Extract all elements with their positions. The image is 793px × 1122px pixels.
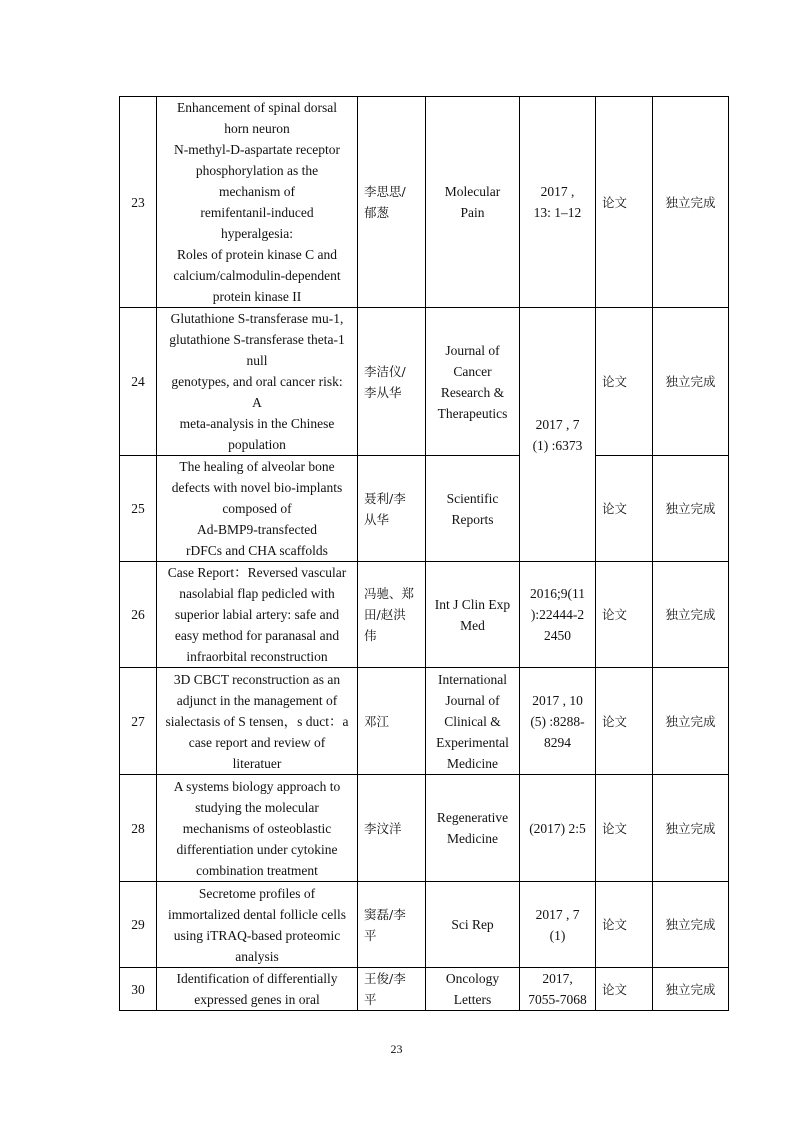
journal: Int J Clin Exp Med bbox=[426, 562, 520, 668]
journal: International Journal of Clinical & Experimental Medicine bbox=[426, 668, 520, 775]
journal: Regenerative Medicine bbox=[426, 775, 520, 882]
row-number: 27 bbox=[120, 668, 157, 775]
row-number: 26 bbox=[120, 562, 157, 668]
authors: 李汶洋 bbox=[358, 775, 426, 882]
table-row bbox=[120, 308, 729, 456]
table-row bbox=[120, 97, 729, 308]
paper-title: Enhancement of spinal dorsal horn neuron N-methyl-D-aspartate receptor phosphorylation as the mechanism of remifentanil-induced hyperalgesia: Roles of protein kinase C and calcium/calmodulin-dependent protein kinase II bbox=[157, 97, 358, 308]
role: 独立完成 bbox=[653, 968, 729, 1011]
journal: Molecular Pain bbox=[426, 97, 520, 308]
publication-info: 2016;9(11 ):22444-2 2450 bbox=[520, 562, 596, 668]
row-number: 28 bbox=[120, 775, 157, 882]
paper-title: A systems biology approach to studying the molecular mechanisms of osteoblastic differentiation under cytokine combination treatment bbox=[157, 775, 358, 882]
role: 独立完成 bbox=[653, 775, 729, 882]
publication-info: 2017 , 13: 1–12 bbox=[520, 97, 596, 308]
table-row bbox=[120, 562, 729, 668]
row-number: 30 bbox=[120, 968, 157, 1011]
paper-title: Identification of differentially expressed genes in oral bbox=[157, 968, 358, 1011]
table-row bbox=[120, 456, 729, 562]
type: 论文 bbox=[596, 968, 653, 1011]
paper-title: Secretome profiles of immortalized dental follicle cells using iTRAQ-based proteomic analysis bbox=[157, 882, 358, 968]
journal: Sci Rep bbox=[426, 882, 520, 968]
type: 论文 bbox=[596, 308, 653, 456]
type: 论文 bbox=[596, 668, 653, 775]
role: 独立完成 bbox=[653, 882, 729, 968]
table-row bbox=[120, 668, 729, 775]
row-number: 29 bbox=[120, 882, 157, 968]
role: 独立完成 bbox=[653, 308, 729, 456]
table-row bbox=[120, 775, 729, 882]
role: 独立完成 bbox=[653, 668, 729, 775]
paper-title: Glutathione S-transferase mu-1, glutathione S-transferase theta-1 null genotypes, and oral cancer risk: A meta-analysis in the Chinese population bbox=[157, 308, 358, 456]
publication-info: 2017 , 7 (1) bbox=[520, 882, 596, 968]
role: 独立完成 bbox=[653, 562, 729, 668]
table-row bbox=[120, 968, 729, 1011]
paper-title: 3D CBCT reconstruction as an adjunct in the management of sialectasis of S tensen，s duct：a case report and review of literatuer bbox=[157, 668, 358, 775]
type: 论文 bbox=[596, 97, 653, 308]
publication-table bbox=[119, 96, 729, 1011]
row-number: 24 bbox=[120, 308, 157, 456]
table-row bbox=[120, 882, 729, 968]
type: 论文 bbox=[596, 775, 653, 882]
authors: 王俊/李 平 bbox=[358, 968, 426, 1011]
paper-title: Case Report：Reversed vascular nasolabial flap pedicled with superior labial artery: safe and easy method for paranasal and infraorbital reconstruction bbox=[157, 562, 358, 668]
authors: 李洁仪/ 李从华 bbox=[358, 308, 426, 456]
authors: 窦磊/李 平 bbox=[358, 882, 426, 968]
paper-title: The healing of alveolar bone defects with novel bio-implants composed of Ad-BMP9-transfected rDFCs and CHA scaffolds bbox=[157, 456, 358, 562]
journal: Journal of Cancer Research & Therapeutics bbox=[426, 308, 520, 456]
authors: 邓江 bbox=[358, 668, 426, 775]
role: 独立完成 bbox=[653, 97, 729, 308]
row-number: 23 bbox=[120, 97, 157, 308]
authors: 冯驰、郑 田/赵洪 伟 bbox=[358, 562, 426, 668]
publication-info: (2017) 2:5 bbox=[520, 775, 596, 882]
journal: Scientific Reports bbox=[426, 456, 520, 562]
role: 独立完成 bbox=[653, 456, 729, 562]
type: 论文 bbox=[596, 882, 653, 968]
journal: Oncology Letters bbox=[426, 968, 520, 1011]
authors: 李思思/ 郁葱 bbox=[358, 97, 426, 308]
publication-info: 2017 , 10 (5) :8288- 8294 bbox=[520, 668, 596, 775]
page-number: 23 bbox=[390, 1042, 403, 1056]
type: 论文 bbox=[596, 456, 653, 562]
authors: 聂利/李 从华 bbox=[358, 456, 426, 562]
publication-info: 2017, 7055-7068 bbox=[520, 968, 596, 1011]
row-number: 25 bbox=[120, 456, 157, 562]
publication-info: 2017 , 7 (1) :6373 bbox=[520, 308, 596, 562]
type: 论文 bbox=[596, 562, 653, 668]
